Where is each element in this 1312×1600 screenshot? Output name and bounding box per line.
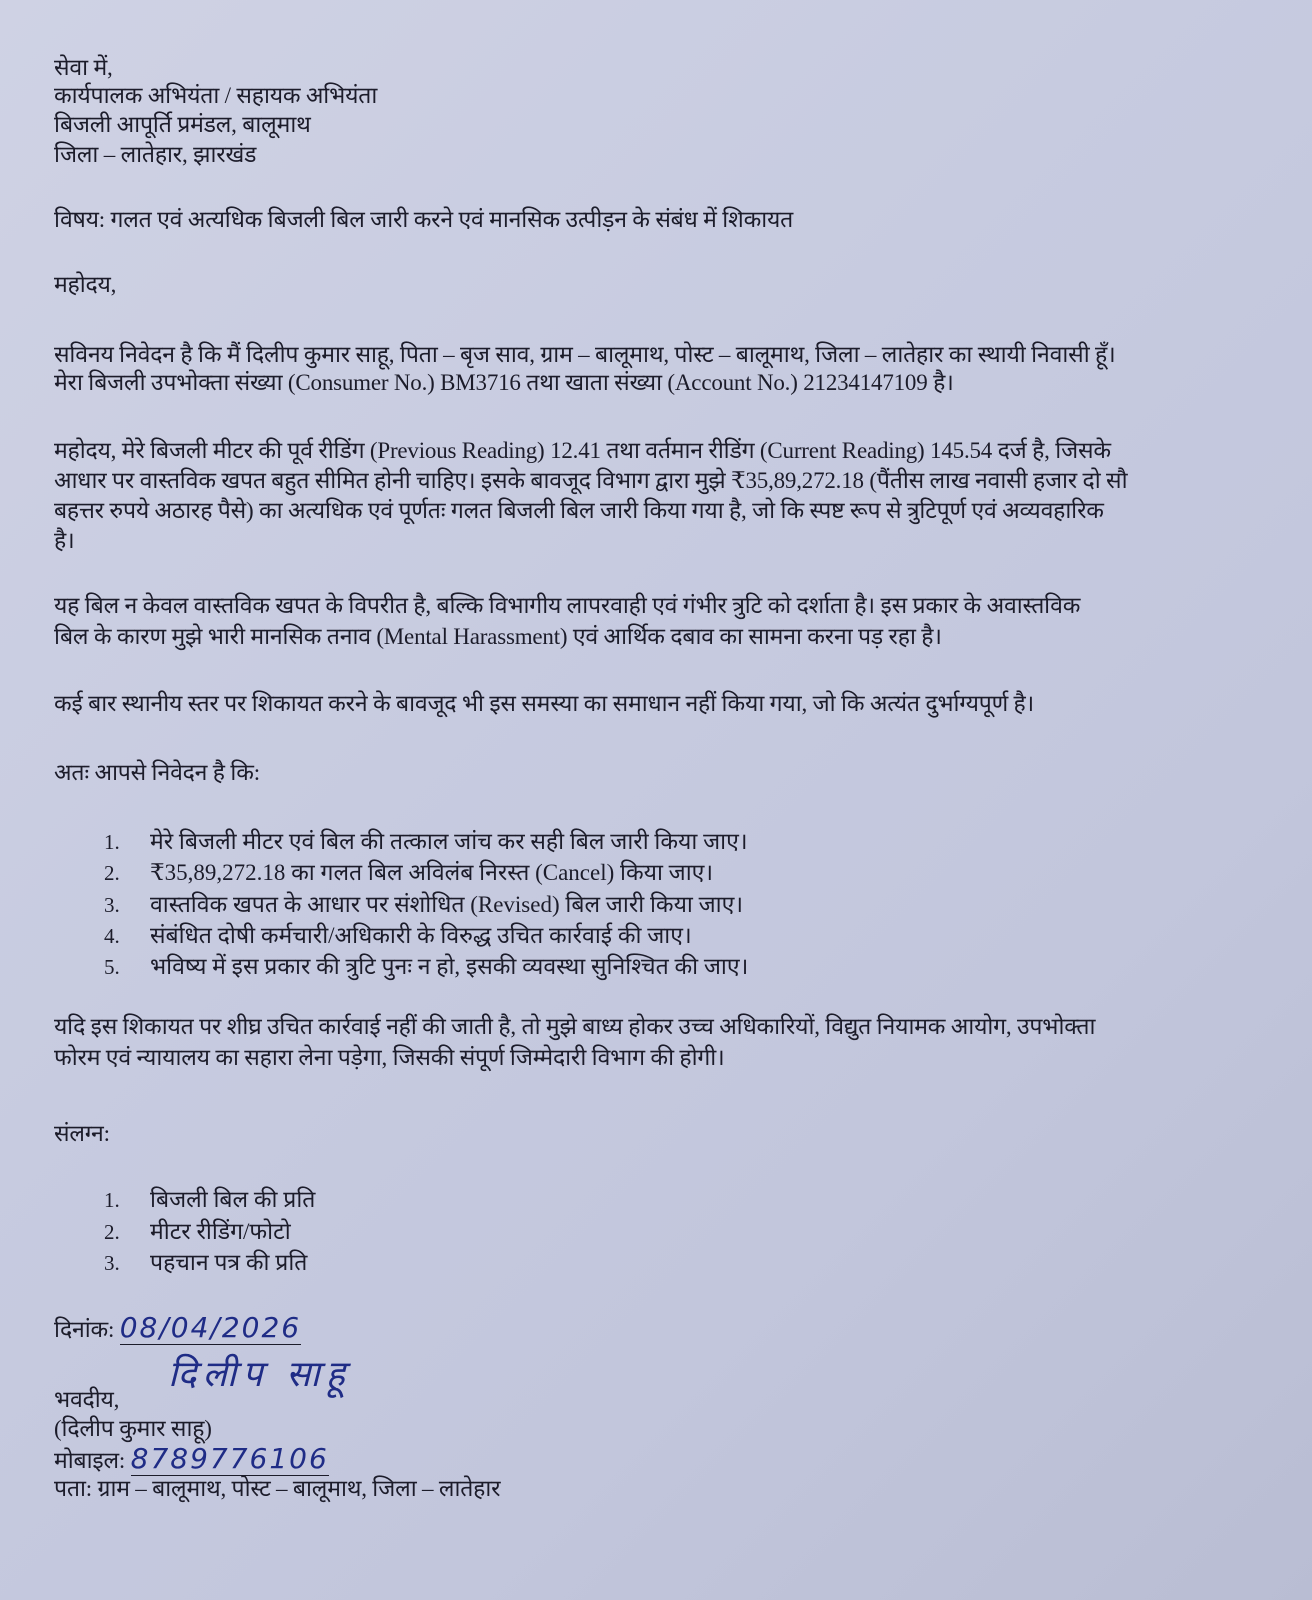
list-item: संबंधित दोषी कर्मचारी/अधिकारी के विरुद्ध उचित कार्रवाई की जाए।	[150, 923, 692, 948]
paragraph-line: फोरम एवं न्यायालय का सहारा लेना पड़ेगा, जिसकी संपूर्ण जिम्मेदारी विभाग की होगी।	[54, 1045, 725, 1070]
list-number: 1.	[104, 830, 120, 854]
paragraph-line: बहत्तर रुपये अठारह पैसे) का अत्यधिक एवं पूर्णतः गलत बिजली बिल जारी किया गया है, जो कि स्पष्ट रूप से त्रुटिपूर्ण एवं अव्यवहारिक	[54, 498, 1104, 523]
paragraph-line: कई बार स्थानीय स्तर पर शिकायत करने के बावजूद भी इस समस्या का समाधान नहीं किया गया, जो कि अत्यंत दुर्भाग्यपूर्ण है।	[54, 691, 1035, 716]
mobile-line	[54, 1444, 329, 1476]
mobile-value: 8789776106	[130, 1442, 329, 1475]
recipient-line: कार्यपालक अभियंता / सहायक अभियंता	[54, 83, 378, 108]
paragraph-line: है।	[54, 528, 75, 553]
paragraph-line: यदि इस शिकायत पर शीघ्र उचित कार्रवाई नहीं की जाती है, तो मुझे बाध्य होकर उच्च अधिकारियों, विद्युत नियामक आयोग, उपभोक्ता	[54, 1014, 1096, 1039]
list-item: मीटर रीडिंग/फोटो	[150, 1219, 291, 1244]
list-number: 5.	[104, 955, 120, 979]
list-number: 4.	[104, 924, 120, 948]
paragraph-line: महोदय, मेरे बिजली मीटर की पूर्व रीडिंग (Previous Reading) 12.41 तथा वर्तमान रीडिंग (Current Reading) 145.54 दर्ज है, जिसके	[54, 438, 1111, 463]
recipient-line: जिला – लातेहार, झारखंड	[54, 142, 257, 167]
list-number: 2.	[104, 861, 120, 885]
closing: भवदीय,	[54, 1387, 120, 1412]
salutation: महोदय,	[54, 272, 117, 297]
signature: दिलीप साहू	[168, 1354, 351, 1395]
list-item: वास्तविक खपत के आधार पर संशोधित (Revised) बिल जारी किया जाए।	[150, 892, 744, 917]
list-item: पहचान पत्र की प्रति	[150, 1250, 308, 1275]
list-item: मेरे बिजली मीटर एवं बिल की तत्काल जांच कर सही बिल जारी किया जाए।	[150, 829, 748, 854]
recipient-line: बिजली आपूर्ति प्रमंडल, बालूमाथ	[54, 112, 311, 137]
list-item: भविष्य में इस प्रकार की त्रुटि पुनः न हो, इसकी व्यवस्था सुनिश्चित की जाए।	[150, 954, 749, 979]
list-number: 1.	[104, 1188, 120, 1212]
paragraph-line: बिल के कारण मुझे भारी मानसिक तनाव (Mental Harassment) एवं आर्थिक दबाव का सामना करना पड़ रहा है।	[54, 624, 942, 649]
list-number: 3.	[104, 893, 120, 917]
subject: विषय: गलत एवं अत्यधिक बिजली बिल जारी करने एवं मानसिक उत्पीड़न के संबंध में शिकायत	[54, 207, 794, 232]
date-line	[54, 1313, 301, 1345]
paragraph-line: मेरा बिजली उपभोक्ता संख्या (Consumer No.) BM3716 तथा खाता संख्या (Account No.) 21234147109 है।	[54, 370, 954, 395]
list-item: ₹35,89,272.18 का गलत बिल अविलंब निरस्त (Cancel) किया जाए।	[150, 860, 714, 885]
mobile-label: मोबाइल:	[54, 1448, 126, 1473]
recipient-line: सेवा में,	[54, 55, 113, 80]
paragraph-line: यह बिल न केवल वास्तविक खपत के विपरीत है, बल्कि विभागीय लापरवाही एवं गंभीर त्रुटि को दर्शाता है। इस प्रकार के अवास्तविक	[54, 593, 1081, 618]
list-item: बिजली बिल की प्रति	[150, 1187, 316, 1212]
paragraph-line: सविनय निवेदन है कि मैं दिलीप कुमार साहू, पिता – बृज साव, ग्राम – बालूमाथ, पोस्ट – बालूमाथ, जिला – लातेहार का स्थायी निवासी हूँ।	[54, 342, 1116, 367]
paragraph-line: आधार पर वास्तविक खपत बहुत सीमित होनी चाहिए। इसके बावजूद विभाग द्वारा मुझे ₹35,89,272.18 (पैंतीस लाख नवासी हजार दो सौ	[54, 468, 1128, 493]
list-number: 2.	[104, 1220, 120, 1244]
list-number: 3.	[104, 1251, 120, 1275]
address: पता: ग्राम – बालूमाथ, पोस्ट – बालूमाथ, जिला – लातेहार	[54, 1476, 501, 1501]
sender-name: (दिलीप कुमार साहू)	[54, 1416, 212, 1441]
request-intro: अतः आपसे निवेदन है कि:	[54, 760, 260, 785]
date-label: दिनांक:	[54, 1317, 115, 1342]
attachments-label: संलग्न:	[54, 1121, 110, 1146]
date-value: 08/04/2026	[119, 1311, 302, 1344]
